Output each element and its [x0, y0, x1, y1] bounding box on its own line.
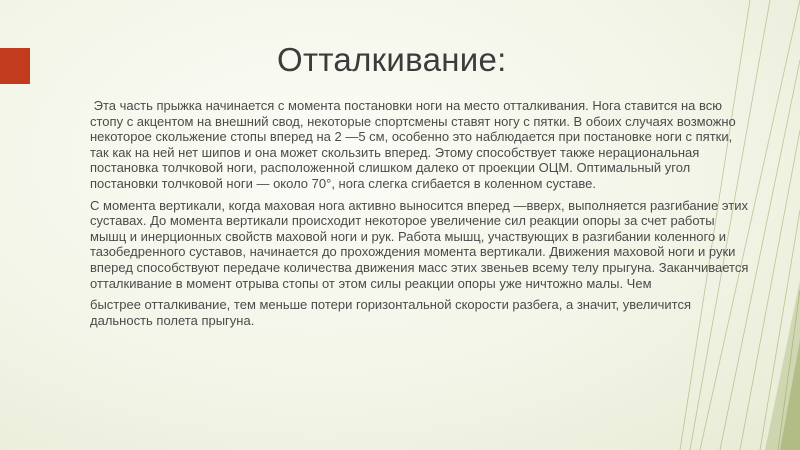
slide-body — [90, 98, 750, 334]
accent-bar — [0, 48, 30, 84]
paragraph-3: быстрее отталкивание, тем меньше потери горизонтальной скорости разбега, а значит, увеличится дальность полета прыгуна. — [90, 297, 691, 328]
paragraph-1: Эта часть прыжка начинается с момента постановки ноги на место отталкивания. Нога ставится на всю стопу с акцентом на внешний свод, некоторые спортсмены ставят ногу с пятки. В обоих случаях возможно некоторое скольжение стопы вперед на 2 —5 см, особенно это наблюдается при постановке ноги с пятки, так как на ней нет шипов и она может скользить вперед. Этому способствует также нерациональная постановка толчковой ноги, расположенной слишком далеко от проекции ОЦМ. Оптимальный угол постановки толчковой ноги — около 70°, нога слегка сгибается в коленном суставе. — [90, 98, 740, 191]
paragraph-2: С момента вертикали, когда маховая нога активно выносится вперед —вверх, выполняется разгибание этих суставах. До момента вертикали происходит некоторое увеличение сил реакции опоры за счет работы мышц и инерционных свойств маховой ноги и рук. Работа мышц, участвующих в разгибании коленного и тазобедренного суставов, начинается до прохождения момента вертикали. Движения маховой ноги и руки вперед способствуют передаче количества движения масс этих звеньев всему телу прыгуна. Заканчивается отталкивание в момент отрыва стопы от этом силы реакции опоры уже ничтожно малы. Чем — [90, 197, 749, 291]
slide-title: Отталкивание: — [277, 41, 507, 78]
